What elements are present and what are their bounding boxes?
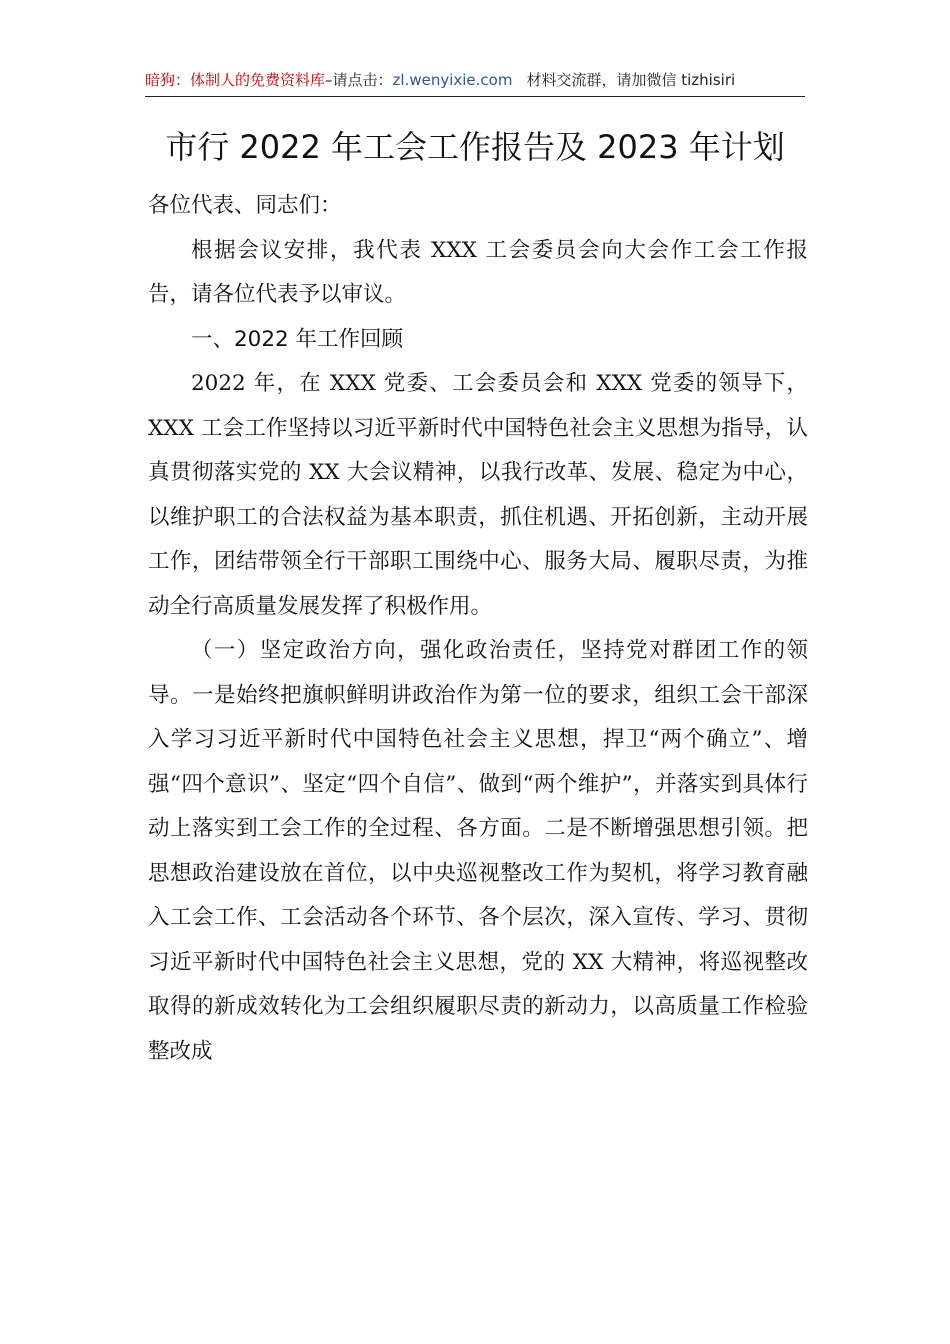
page-header: [145, 64, 805, 97]
document-title: 市行 2022 年工会工作报告及 2023 年计划: [165, 128, 785, 166]
section-heading-review: 一、2022 年工作回顾: [191, 326, 404, 352]
header-group-note: 材料交流群，请加微信 tizhisiri: [526, 71, 736, 89]
header-url-link[interactable]: zl.wenyixie.com: [392, 71, 513, 89]
review-paragraph: 2022 年，在 XXX 党委、工会委员会和 XXX 党委的领导下，XXX 工会工作坚持以习近平新时代中国特色社会主义思想为指导，认真贯彻落实党的 XX 大会议精神，以我行改革、发展、稳定为中心，以维护职工的合法权益为基本职责，抓住机遇、开拓创新，主动开展工作，团结带领全行干部职工围绕中心、服务大局、履职尽责，为推动全行高质量发展发挥了积极作用。: [148, 371, 808, 619]
salutation: 各位代表、同志们：: [148, 193, 342, 218]
header-brand: 暗狗：体制人的免费资料库: [145, 71, 326, 89]
subsection-political-paragraph: （一）坚定政治方向，强化政治责任，坚持党对群团工作的领导。一是始终把旗帜鲜明讲政治作为第一位的要求，组织工会干部深入学习习近平新时代中国特色社会主义思想，捍卫“两个确立”、增强“四个意识”、坚定“四个自信”、做到“两个维护”，并落实到具体行动上落实到工会工作的全过程、各方面。二是不断增强思想引领。把思想政治建设放在首位，以中央巡视整改工作为契机，将学习教育融入工会工作、工会活动各个环节、各个层次，深入宣传、学习、贯彻习近平新时代中国特色社会主义思想，党的 XX 大精神，将巡视整改取得的新成效转化为工会组织履职尽责的新动力，以高质量工作检验整改成: [148, 638, 808, 1064]
header-link-label: –请点击：: [325, 71, 393, 89]
intro-paragraph: 根据会议安排，我代表 XXX 工会委员会向大会作工会工作报告，请各位代表予以审议。: [148, 237, 808, 307]
document-body: [148, 184, 808, 1074]
